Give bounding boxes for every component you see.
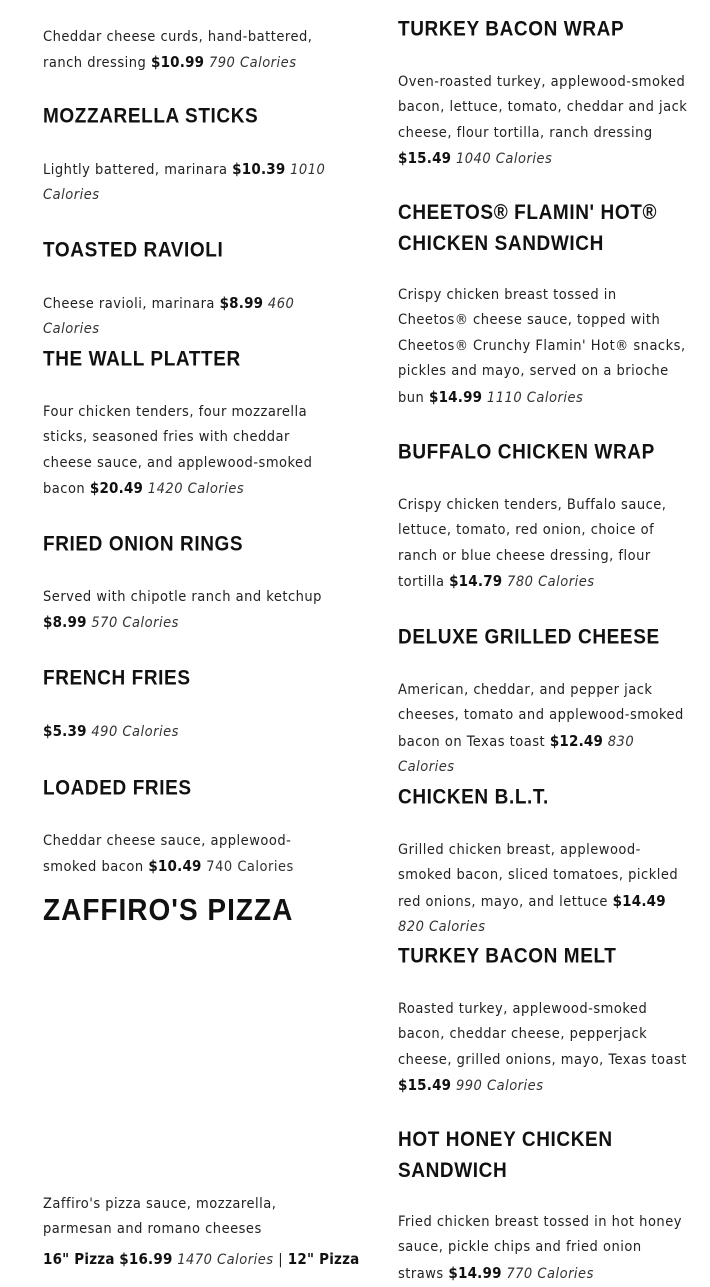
item-calories: 1010 Calories [43, 162, 326, 204]
item-description [43, 157, 335, 209]
item-name: HOT HONEY CHICKEN SANDWICH [398, 1128, 613, 1183]
item-price: $14.49 [612, 891, 666, 910]
item-calories: 990 Calories [455, 1078, 544, 1095]
item-name: TURKEY BACON MELT [398, 944, 617, 968]
pizza-size-16: 16" Pizza [43, 1249, 115, 1268]
item-name: FRENCH FRIES [43, 666, 191, 690]
item-calories: 770 Calories [506, 1265, 594, 1282]
menu-item-turkey-bacon-wrap [398, 16, 688, 173]
item-calories: 490 Calories [91, 724, 179, 740]
item-name: TOASTED RAVIOLI [43, 238, 224, 262]
item-description [398, 70, 688, 173]
description-text: Fried chicken breast tossed in hot honey sauce, pickle chips and fried onion straws [398, 1214, 682, 1282]
menu-item-fried-onion-rings [43, 531, 335, 637]
description-text: Crispy chicken tenders, Buffalo sauce, lettuce, tomato, red onion, choice of ranch or blue cheese dressing, flour tortilla [398, 497, 667, 591]
item-name: THE WALL PLATTER [43, 347, 241, 371]
item-price: $14.99 [448, 1263, 502, 1282]
item-price: $15.49 [398, 1076, 452, 1095]
menu-item-zaffiros-pizza [43, 1192, 360, 1273]
item-name: CHEETOS® FLAMIN' HOT® CHICKEN SANDWICH [398, 201, 658, 256]
item-price: $8.99 [43, 613, 87, 632]
item-description [398, 678, 688, 781]
item-description [43, 291, 335, 343]
item-calories: 460 Calories [43, 296, 295, 338]
item-calories: 1420 Calories [147, 481, 245, 498]
item-name: CHICKEN B.L.T. [398, 785, 549, 809]
pizza-price-16: $16.99 [119, 1249, 173, 1268]
pizza-calories-16: 1470 Calories [177, 1251, 274, 1268]
item-description [43, 585, 335, 637]
menu-item-loaded-fries [43, 775, 335, 881]
item-name: MOZZARELLA STICKS [43, 104, 259, 128]
item-price: $10.99 [151, 53, 205, 72]
item-description [43, 25, 335, 77]
item-calories: 1110 Calories [486, 389, 584, 406]
description-text: Cheese ravioli, marinara [43, 296, 215, 312]
item-name: LOADED FRIES [43, 776, 192, 800]
item-description [43, 719, 335, 745]
item-name: BUFFALO CHICKEN WRAP [398, 440, 655, 464]
description-text: Cheddar cheese curds, hand-battered, ranch dressing [43, 29, 313, 72]
item-price: $12.49 [549, 731, 604, 750]
description-text: Roasted turkey, applewood-smoked bacon, cheddar cheese, pepperjack cheese, grilled onions, mayo, Texas toast [398, 1001, 687, 1068]
menu-item-cheese-curds [43, 25, 335, 77]
item-calories: 830 Calories [398, 733, 635, 776]
item-price: $14.99 [428, 387, 483, 406]
description-text: Crispy chicken breast tossed in Cheetos® cheese sauce, topped with Cheetos® Crunchy Flamin' Hot® snacks, pickles and mayo, served on a brioche bun [398, 287, 686, 406]
item-price: $8.99 [219, 294, 264, 312]
item-price: $15.49 [398, 149, 452, 168]
menu-item-french-fries [43, 665, 335, 745]
menu-item-hot-honey-chicken-sandwich [398, 1128, 688, 1287]
item-description [43, 829, 335, 881]
item-description: Zaffiro's pizza sauce, mozzarella, parmesan and romano cheeses [43, 1196, 277, 1238]
item-name: DELUXE GRILLED CHEESE [398, 625, 660, 649]
item-calories: 570 Calories [91, 615, 179, 632]
item-calories: 820 Calories [398, 919, 486, 936]
description-text: Cheddar cheese sauce, applewood-smoked bacon [43, 833, 292, 876]
menu-item-cheetos-chicken-sandwich [398, 201, 688, 411]
item-calories: 1040 Calories [455, 151, 553, 168]
menu-item-turkey-bacon-melt [398, 943, 688, 1100]
item-price: $20.49 [89, 479, 144, 498]
menu-item-deluxe-grilled-cheese [398, 624, 688, 781]
item-price: $10.49 [148, 857, 202, 876]
menu-item-mozzarella-sticks [43, 103, 335, 209]
pizza-size-line [43, 1247, 360, 1273]
item-description [398, 493, 688, 596]
description-text: Served with chipotle ranch and ketchup [43, 589, 322, 605]
pizza-size-12: 12" Pizza [287, 1249, 360, 1268]
menu-item-chicken-blt [398, 784, 688, 941]
item-calories: 780 Calories [507, 574, 595, 591]
item-calories: 740 Calories [206, 859, 294, 876]
menu-item-toasted-ravioli [43, 237, 335, 343]
item-calories: 790 Calories [208, 55, 297, 72]
description-text: Lightly battered, marinara [43, 162, 228, 178]
separator: | [278, 1251, 284, 1268]
item-description [43, 400, 335, 503]
item-name: FRIED ONION RINGS [43, 532, 244, 556]
item-description [398, 997, 688, 1100]
description-text: Four chicken tenders, four mozzarella sticks, seasoned fries with cheddar cheese sauce, and applewood-smoked bacon [43, 404, 313, 498]
description-text: Grilled chicken breast, applewood-smoked bacon, sliced tomatoes, pickled red onions, mayo, and lettuce [398, 842, 679, 910]
item-price: $10.39 [232, 160, 286, 178]
item-price: $5.39 [43, 722, 87, 740]
section-title-zaffiros-pizza: ZAFFIRO'S PIZZA [43, 892, 294, 927]
item-price: $14.79 [449, 572, 503, 591]
item-name: TURKEY BACON WRAP [398, 17, 625, 41]
menu-item-buffalo-chicken-wrap [398, 439, 688, 596]
item-description [398, 283, 688, 411]
description-text: Oven-roasted turkey, applewood-smoked bacon, lettuce, tomato, cheddar and jack cheese, flour tortilla, ranch dressing [398, 74, 688, 141]
item-description [398, 838, 688, 941]
description-text: American, cheddar, and pepper jack cheeses, tomato and applewood-smoked bacon on Texas toast [398, 682, 684, 750]
menu-item-wall-platter [43, 346, 335, 503]
item-description [398, 1210, 688, 1287]
